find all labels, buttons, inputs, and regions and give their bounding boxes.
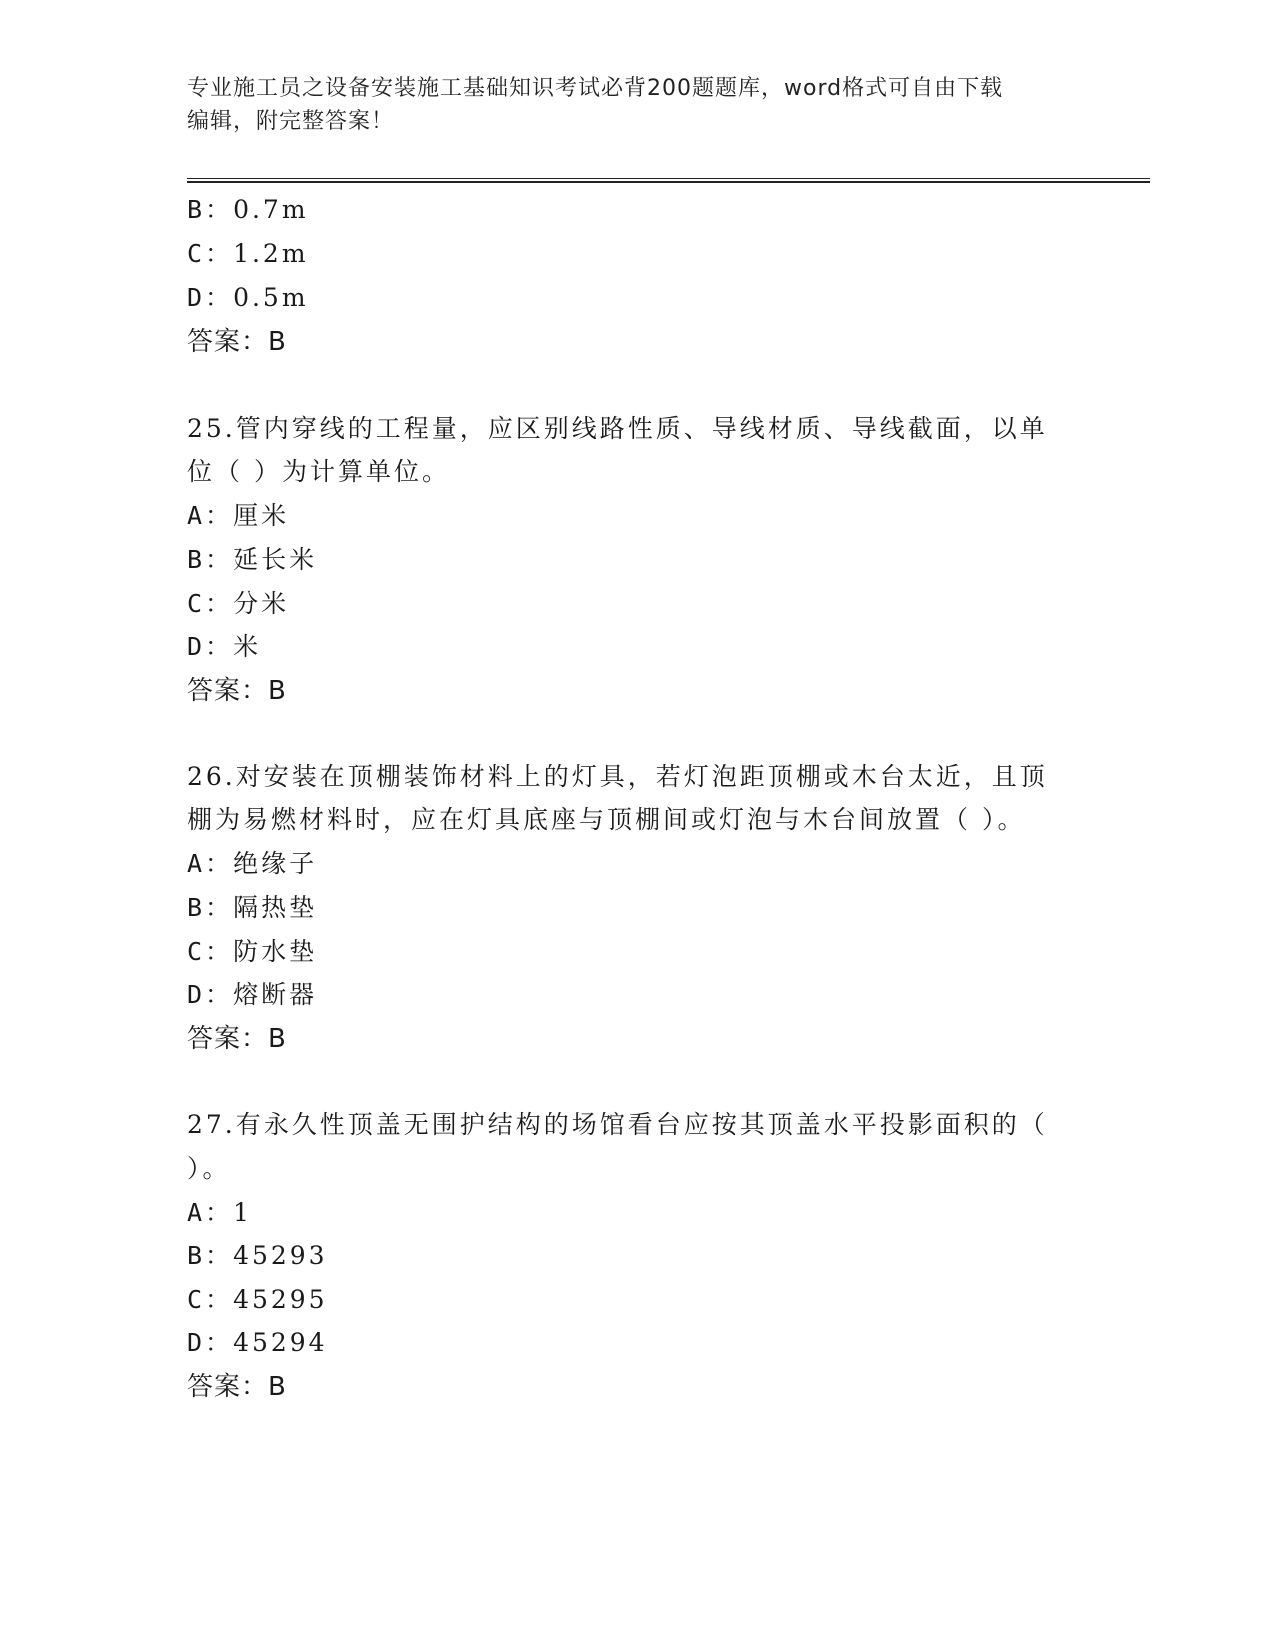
option-a — [187, 1193, 252, 1229]
option-label: B： — [187, 1241, 234, 1270]
option-d — [187, 627, 261, 663]
option-text: 延长米 — [233, 545, 318, 574]
option-label: C： — [187, 1285, 234, 1314]
option-text: 45295 — [233, 1285, 328, 1314]
option-d — [187, 1323, 328, 1359]
header-divider-thin — [187, 178, 1150, 179]
option-b — [187, 1236, 328, 1272]
header-title-line-2: 编辑，附完整答案！ — [187, 109, 395, 134]
option-label: D： — [187, 1328, 234, 1357]
answer-text: 答案：B — [187, 1024, 287, 1054]
question-25-line-2: 位（ ）为计算单位。 — [187, 457, 450, 486]
option-text: 厘米 — [233, 501, 290, 530]
question-text: 有永久性顶盖无围护结构的场馆看台应按其顶盖水平投影面积的（ — [235, 1110, 1048, 1139]
option-c — [187, 584, 289, 620]
option-a — [187, 496, 289, 532]
option-label: A： — [187, 501, 234, 530]
option-text: 防水垫 — [233, 937, 318, 966]
question-27-line-1 — [187, 1105, 1048, 1141]
option-label: A： — [187, 849, 234, 878]
question-number: 26. — [187, 762, 236, 791]
option-text: 分米 — [233, 589, 290, 618]
answer-text: 答案：B — [187, 1372, 287, 1402]
answer-text: 答案：B — [187, 676, 287, 706]
option-text: 米 — [233, 632, 262, 661]
question-number: 25. — [187, 414, 236, 443]
question-26-line-2: 棚为易燃材料时，应在灯具底座与顶棚间或灯泡与木台间放置（ ）。 — [187, 805, 1026, 834]
option-label: C： — [187, 937, 234, 966]
option-label: C： — [187, 589, 234, 618]
option-text: 0.5m — [233, 283, 309, 312]
option-label: B： — [187, 893, 234, 922]
option-text: 45293 — [233, 1241, 328, 1270]
option-text: 1.2m — [233, 239, 309, 268]
option-label: B： — [187, 195, 234, 224]
option-text: 隔热垫 — [233, 893, 318, 922]
option-c — [187, 932, 317, 968]
option-d — [187, 278, 309, 314]
option-label: D： — [187, 980, 234, 1009]
question-number: 27. — [187, 1110, 236, 1139]
header-title-line-1: 专业施工员之设备安装施工基础知识考试必背200题题库，word格式可自由下载 — [187, 76, 1004, 101]
option-label: C： — [187, 239, 234, 268]
option-label: D： — [187, 632, 234, 661]
option-text: 0.7m — [233, 195, 309, 224]
option-text: 1 — [233, 1198, 252, 1227]
option-text: 绝缘子 — [233, 849, 318, 878]
option-label: D： — [187, 283, 234, 312]
option-b — [187, 190, 309, 226]
question-26-line-1 — [187, 757, 1048, 793]
option-label: B： — [187, 545, 234, 574]
question-27-line-2: ）。 — [187, 1154, 231, 1183]
document-header — [187, 72, 1067, 138]
option-a — [187, 844, 317, 880]
question-25-line-1 — [187, 409, 1048, 445]
option-b — [187, 888, 317, 924]
option-label: A： — [187, 1198, 234, 1227]
option-text: 熔断器 — [233, 980, 318, 1009]
option-c — [187, 1280, 328, 1316]
option-c — [187, 234, 309, 270]
question-text: 管内穿线的工程量，应区别线路性质、导线材质、导线截面，以单 — [235, 414, 1048, 443]
header-divider-thick — [187, 181, 1150, 183]
option-d — [187, 975, 317, 1011]
question-text: 对安装在顶棚装饰材料上的灯具，若灯泡距顶棚或木台太近，且顶 — [235, 762, 1048, 791]
option-b — [187, 540, 317, 576]
answer-text: 答案：B — [187, 327, 287, 357]
option-text: 45294 — [233, 1328, 328, 1357]
